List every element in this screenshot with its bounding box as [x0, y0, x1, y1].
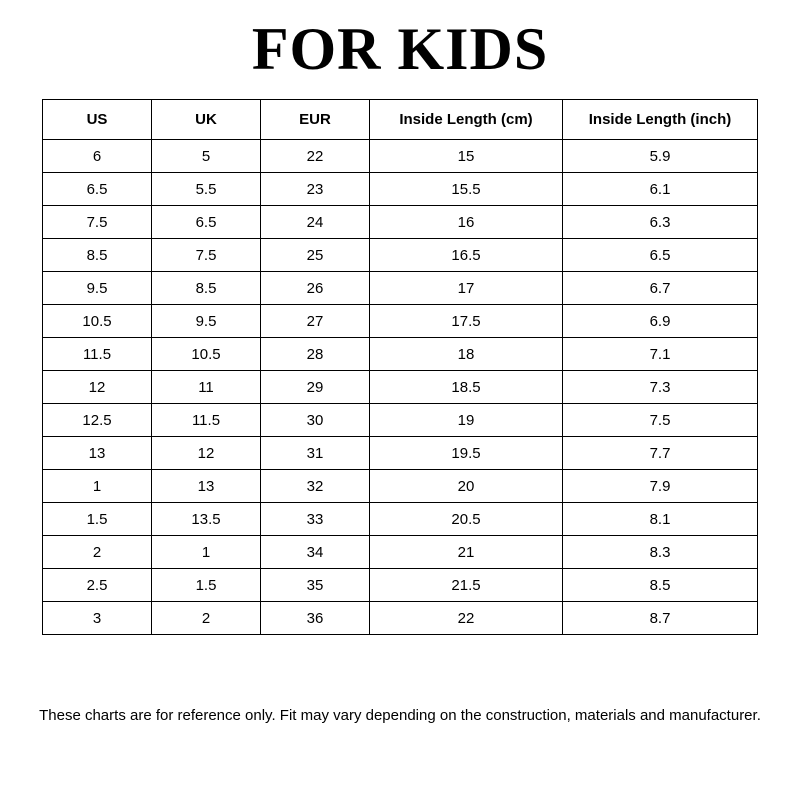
table-row	[43, 338, 758, 371]
table-header-row	[43, 100, 758, 140]
cell-inside-length-inch: 7.3	[563, 371, 758, 404]
cell-inside-length-cm: 18	[370, 338, 563, 371]
cell-eur: 24	[261, 206, 370, 239]
table-row	[43, 272, 758, 305]
cell-us: 1.5	[43, 503, 152, 536]
cell-inside-length-inch: 7.1	[563, 338, 758, 371]
cell-us: 10.5	[43, 305, 152, 338]
cell-uk: 6.5	[152, 206, 261, 239]
cell-eur: 27	[261, 305, 370, 338]
cell-us: 12.5	[43, 404, 152, 437]
cell-eur: 34	[261, 536, 370, 569]
table-row	[43, 206, 758, 239]
cell-inside-length-inch: 8.1	[563, 503, 758, 536]
cell-inside-length-cm: 22	[370, 602, 563, 635]
cell-inside-length-cm: 16.5	[370, 239, 563, 272]
cell-us: 8.5	[43, 239, 152, 272]
cell-inside-length-inch: 8.7	[563, 602, 758, 635]
table-row	[43, 437, 758, 470]
cell-uk: 12	[152, 437, 261, 470]
table-body	[43, 140, 758, 635]
cell-uk: 1.5	[152, 569, 261, 602]
cell-eur: 29	[261, 371, 370, 404]
cell-eur: 26	[261, 272, 370, 305]
cell-us: 3	[43, 602, 152, 635]
table-row	[43, 173, 758, 206]
cell-inside-length-inch: 8.3	[563, 536, 758, 569]
cell-inside-length-cm: 19	[370, 404, 563, 437]
cell-inside-length-inch: 7.7	[563, 437, 758, 470]
cell-inside-length-inch: 6.1	[563, 173, 758, 206]
cell-us: 6.5	[43, 173, 152, 206]
table-row	[43, 602, 758, 635]
cell-eur: 23	[261, 173, 370, 206]
cell-inside-length-cm: 20	[370, 470, 563, 503]
cell-us: 13	[43, 437, 152, 470]
page-title: FOR KIDS	[251, 16, 549, 82]
cell-us: 12	[43, 371, 152, 404]
cell-uk: 5	[152, 140, 261, 173]
cell-us: 6	[43, 140, 152, 173]
cell-us: 9.5	[43, 272, 152, 305]
table-row	[43, 239, 758, 272]
cell-inside-length-cm: 17	[370, 272, 563, 305]
cell-inside-length-cm: 15	[370, 140, 563, 173]
cell-uk: 5.5	[152, 173, 261, 206]
cell-us: 1	[43, 470, 152, 503]
cell-eur: 33	[261, 503, 370, 536]
cell-inside-length-cm: 19.5	[370, 437, 563, 470]
cell-inside-length-inch: 5.9	[563, 140, 758, 173]
cell-eur: 35	[261, 569, 370, 602]
cell-eur: 30	[261, 404, 370, 437]
cell-inside-length-cm: 17.5	[370, 305, 563, 338]
cell-inside-length-inch: 8.5	[563, 569, 758, 602]
cell-eur: 32	[261, 470, 370, 503]
cell-inside-length-inch: 6.3	[563, 206, 758, 239]
table-row	[43, 371, 758, 404]
cell-uk: 10.5	[152, 338, 261, 371]
cell-inside-length-cm: 21	[370, 536, 563, 569]
cell-inside-length-inch: 6.7	[563, 272, 758, 305]
table-row	[43, 404, 758, 437]
cell-inside-length-inch: 7.5	[563, 404, 758, 437]
cell-inside-length-cm: 18.5	[370, 371, 563, 404]
cell-eur: 36	[261, 602, 370, 635]
cell-uk: 2	[152, 602, 261, 635]
cell-eur: 31	[261, 437, 370, 470]
cell-us: 11.5	[43, 338, 152, 371]
cell-eur: 22	[261, 140, 370, 173]
header-us: US	[43, 100, 152, 140]
header-uk: UK	[152, 100, 261, 140]
cell-inside-length-cm: 21.5	[370, 569, 563, 602]
cell-uk: 1	[152, 536, 261, 569]
cell-inside-length-inch: 6.5	[563, 239, 758, 272]
cell-inside-length-inch: 6.9	[563, 305, 758, 338]
cell-eur: 28	[261, 338, 370, 371]
header-eur: EUR	[261, 100, 370, 140]
cell-uk: 13	[152, 470, 261, 503]
cell-uk: 13.5	[152, 503, 261, 536]
cell-uk: 8.5	[152, 272, 261, 305]
cell-us: 2	[43, 536, 152, 569]
disclaimer-text: These charts are for reference only. Fit may vary depending on the construction, materials and manufacturer.	[39, 707, 761, 724]
cell-inside-length-inch: 7.9	[563, 470, 758, 503]
cell-eur: 25	[261, 239, 370, 272]
cell-us: 7.5	[43, 206, 152, 239]
table-row	[43, 305, 758, 338]
cell-inside-length-cm: 16	[370, 206, 563, 239]
header-inside-length-cm: Inside Length (cm)	[370, 100, 563, 140]
table-row	[43, 503, 758, 536]
cell-inside-length-cm: 20.5	[370, 503, 563, 536]
table-row	[43, 569, 758, 602]
cell-us: 2.5	[43, 569, 152, 602]
size-chart-table	[42, 99, 758, 635]
cell-uk: 11	[152, 371, 261, 404]
cell-uk: 7.5	[152, 239, 261, 272]
header-inside-length-inch: Inside Length (inch)	[563, 100, 758, 140]
cell-uk: 9.5	[152, 305, 261, 338]
table-row	[43, 536, 758, 569]
table-row	[43, 470, 758, 503]
cell-uk: 11.5	[152, 404, 261, 437]
table-row	[43, 140, 758, 173]
cell-inside-length-cm: 15.5	[370, 173, 563, 206]
